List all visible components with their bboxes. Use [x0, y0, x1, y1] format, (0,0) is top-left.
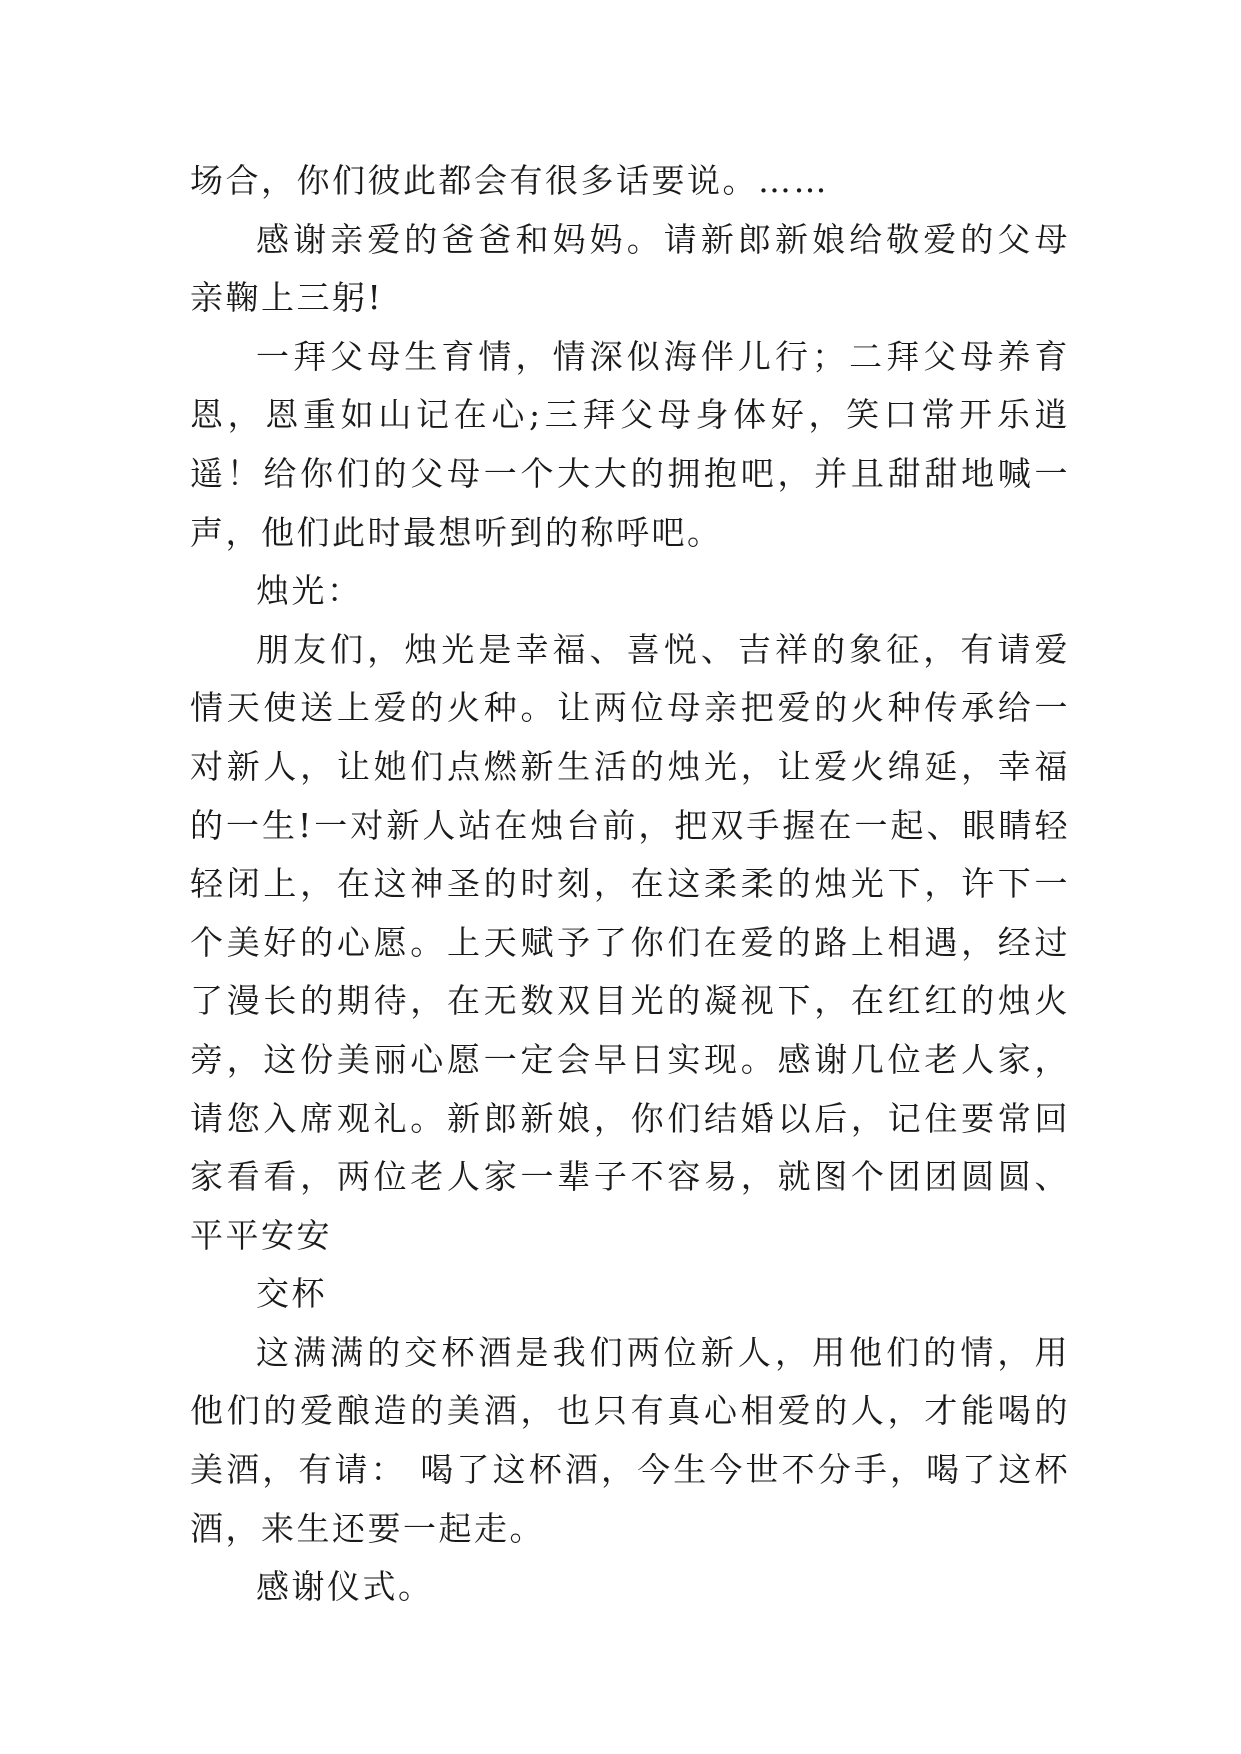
paragraph-candlelight: 朋友们，烛光是幸福、喜悦、吉祥的象征，有请爱情天使送上爱的火种。让两位母亲把爱的火种传承给一对新人，让她们点燃新生活的烛光，让爱火绵延，幸福的一生!一对新人站在烛台前，把双手握在一起、眼睛轻轻闭上，在这神圣的时刻，在这柔柔的烛光下，许下一个美好的心愿。上天赋予了你们在爱的路上相遇，经过了漫长的期待，在无数双目光的凝视下，在红红的烛火旁，这份美丽心愿一定会早日实现。感谢几位老人家，请您入席观礼。新郎新娘，你们结婚以后，记住要常回家看看，两位老人家一辈子不容易，就图个团团圆圆、平平安安 — [190, 629, 1070, 1255]
section-heading-candlelight: 烛光： — [256, 571, 363, 611]
paragraph-thanks-ceremony: 感谢仪式。 — [256, 1567, 434, 1607]
section-heading-toast: 交杯 — [256, 1274, 327, 1314]
document-body — [190, 152, 1070, 1617]
paragraph-toast: 这满满的交杯酒是我们两位新人，用他们的情，用他们的爱酿造的美酒，也只有真心相爱的人，才能喝的美酒，有请： 喝了这杯酒，今生今世不分手，喝了这杯酒，来生还要一起走。 — [190, 1332, 1070, 1548]
paragraph-three-bows: 一拜父母生育情，情深似海伴儿行；二拜父母养育恩，恩重如山记在心;三拜父母身体好，笑口常开乐逍遥！给你们的父母一个大大的拥抱吧，并且甜甜地喊一声，他们此时最想听到的称呼吧。 — [190, 336, 1070, 552]
paragraph-thank-parents: 感谢亲爱的爸爸和妈妈。请新郎新娘给敬爱的父母亲鞠上三躬! — [190, 219, 1070, 318]
paragraph-continuation: 场合，你们彼此都会有很多话要说。…… — [190, 161, 829, 200]
